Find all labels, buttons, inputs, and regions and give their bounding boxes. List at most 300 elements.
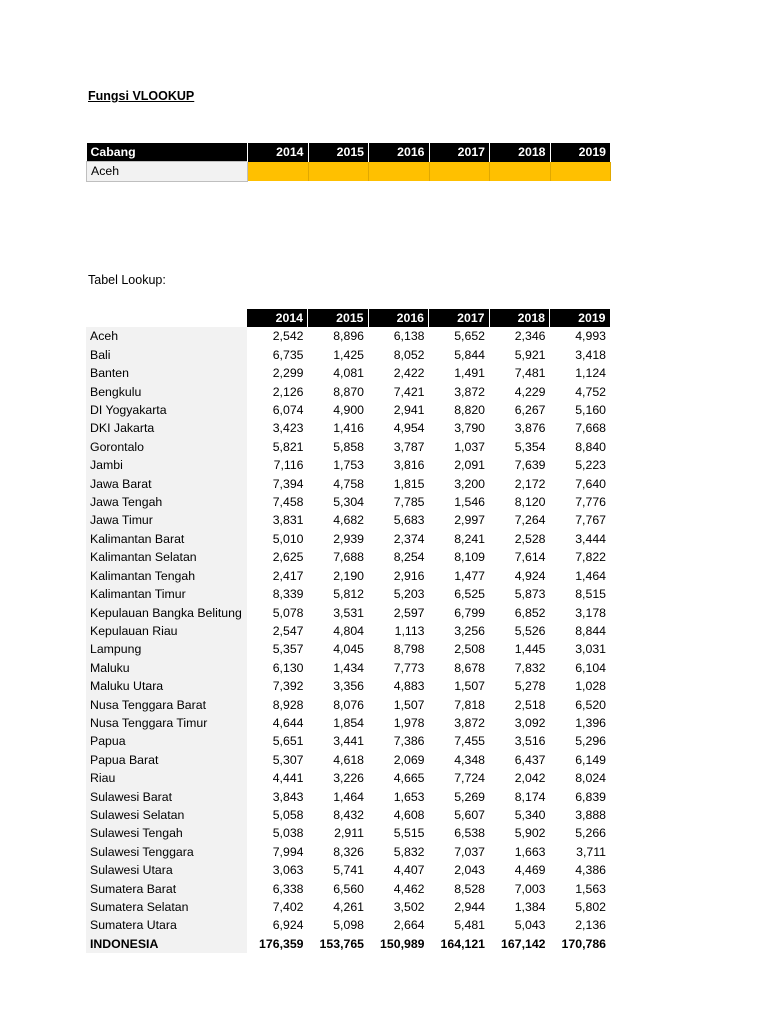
table-row	[86, 346, 610, 364]
value-cell[interactable]: 8,896	[308, 327, 369, 345]
value-cell[interactable]: 3,872	[429, 714, 490, 732]
value-cell[interactable]: 2,091	[429, 456, 490, 474]
vlookup-header-year[interactable]: 2015	[308, 143, 369, 162]
value-cell[interactable]: 1,124	[550, 364, 611, 382]
table-row	[86, 769, 610, 787]
vlookup-table	[86, 143, 611, 182]
value-cell[interactable]: 1,753	[308, 456, 369, 474]
lookup-header-year[interactable]: 2017	[429, 309, 490, 327]
value-cell[interactable]: 6,735	[247, 346, 308, 364]
value-cell[interactable]: 2,374	[368, 530, 429, 548]
vlookup-header-year[interactable]: 2019	[550, 143, 611, 162]
value-cell[interactable]: 8,120	[489, 493, 550, 511]
value-cell[interactable]: 2,597	[368, 604, 429, 622]
value-cell[interactable]: 7,116	[247, 456, 308, 474]
value-cell[interactable]: 8,241	[429, 530, 490, 548]
table-row	[86, 567, 610, 585]
value-cell[interactable]: 7,832	[489, 659, 550, 677]
value-cell[interactable]: 4,261	[308, 898, 369, 916]
value-cell[interactable]: 3,872	[429, 383, 490, 401]
value-cell[interactable]: 4,644	[247, 714, 308, 732]
value-cell[interactable]: 5,307	[247, 751, 308, 769]
vlookup-result-cell[interactable]	[490, 162, 551, 181]
value-cell[interactable]: 1,445	[489, 640, 550, 658]
value-cell[interactable]: 7,773	[368, 659, 429, 677]
table-row	[86, 401, 610, 419]
table-row	[86, 696, 610, 714]
province-name-cell[interactable]: Aceh	[86, 327, 247, 345]
vlookup-header-year[interactable]: 2017	[429, 143, 490, 162]
value-cell[interactable]: 1,815	[368, 475, 429, 493]
province-name-cell[interactable]: Papua	[86, 732, 247, 750]
province-name-cell[interactable]: Nusa Tenggara Timur	[86, 714, 247, 732]
value-cell[interactable]: 1,396	[550, 714, 611, 732]
value-cell[interactable]: 7,688	[308, 548, 369, 566]
table-row	[86, 364, 610, 382]
value-cell[interactable]: 8,515	[550, 585, 611, 603]
table-row	[86, 530, 610, 548]
value-cell[interactable]: 8,820	[429, 401, 490, 419]
value-cell[interactable]: 2,422	[368, 364, 429, 382]
value-cell[interactable]: 7,639	[489, 456, 550, 474]
value-cell[interactable]: 6,267	[489, 401, 550, 419]
province-name-cell[interactable]: Bali	[86, 346, 247, 364]
lookup-header-year[interactable]: 2014	[247, 309, 308, 327]
vlookup-header-year[interactable]: 2018	[490, 143, 551, 162]
value-cell[interactable]: 5,821	[247, 438, 308, 456]
value-cell[interactable]: 1,546	[429, 493, 490, 511]
value-cell[interactable]: 8,870	[308, 383, 369, 401]
value-cell[interactable]: 8,844	[550, 622, 611, 640]
total-value-cell[interactable]: 176,359	[247, 935, 308, 953]
total-value-cell[interactable]: 170,786	[550, 935, 611, 953]
value-cell[interactable]: 7,776	[550, 493, 611, 511]
value-cell[interactable]: 1,653	[368, 788, 429, 806]
value-cell[interactable]: 1,434	[308, 659, 369, 677]
value-cell[interactable]: 5,607	[429, 806, 490, 824]
value-cell[interactable]: 1,113	[368, 622, 429, 640]
value-cell[interactable]: 3,178	[550, 604, 611, 622]
value-cell[interactable]: 8,528	[429, 880, 490, 898]
table-row	[86, 714, 610, 732]
value-cell[interactable]: 2,625	[247, 548, 308, 566]
value-cell[interactable]: 4,682	[308, 511, 369, 529]
value-cell[interactable]: 3,816	[368, 456, 429, 474]
value-cell[interactable]: 7,724	[429, 769, 490, 787]
value-cell[interactable]: 5,858	[308, 438, 369, 456]
value-cell[interactable]: 5,269	[429, 788, 490, 806]
value-cell[interactable]: 6,338	[247, 880, 308, 898]
total-row	[86, 935, 610, 953]
value-cell[interactable]: 3,876	[489, 419, 550, 437]
value-cell[interactable]: 5,203	[368, 585, 429, 603]
total-value-cell[interactable]: 167,142	[489, 935, 550, 953]
table-row	[86, 622, 610, 640]
table-row	[86, 916, 610, 934]
province-name-cell[interactable]: Jawa Timur	[86, 511, 247, 529]
province-name-cell[interactable]: Maluku	[86, 659, 247, 677]
value-cell[interactable]: 3,888	[550, 806, 611, 824]
value-cell[interactable]: 5,651	[247, 732, 308, 750]
value-cell[interactable]: 7,264	[489, 511, 550, 529]
province-name-cell[interactable]: Sumatera Utara	[86, 916, 247, 934]
value-cell[interactable]: 8,339	[247, 585, 308, 603]
value-cell[interactable]: 5,160	[550, 401, 611, 419]
page-title: Fungsi VLOOKUP	[88, 89, 195, 103]
value-cell[interactable]: 6,074	[247, 401, 308, 419]
table-row	[86, 475, 610, 493]
value-cell[interactable]: 7,392	[247, 677, 308, 695]
value-cell[interactable]: 5,038	[247, 824, 308, 842]
value-cell[interactable]: 6,130	[247, 659, 308, 677]
value-cell[interactable]: 2,136	[550, 916, 611, 934]
value-cell[interactable]: 1,384	[489, 898, 550, 916]
province-name-cell[interactable]: Papua Barat	[86, 751, 247, 769]
value-cell[interactable]: 5,902	[489, 824, 550, 842]
value-cell[interactable]: 2,508	[429, 640, 490, 658]
lookup-body	[86, 327, 610, 934]
vlookup-result-cell[interactable]	[429, 162, 490, 181]
value-cell[interactable]: 7,386	[368, 732, 429, 750]
vlookup-input-row	[87, 162, 611, 181]
value-cell[interactable]: 1,416	[308, 419, 369, 437]
table-row	[86, 640, 610, 658]
value-cell[interactable]: 3,256	[429, 622, 490, 640]
value-cell[interactable]: 5,683	[368, 511, 429, 529]
value-cell[interactable]: 6,924	[247, 916, 308, 934]
lookup-header-year[interactable]: 2015	[308, 309, 369, 327]
province-name-cell[interactable]: Kalimantan Tengah	[86, 567, 247, 585]
table-row	[86, 511, 610, 529]
value-cell[interactable]: 3,356	[308, 677, 369, 695]
value-cell[interactable]: 2,997	[429, 511, 490, 529]
province-name-cell[interactable]: Sulawesi Selatan	[86, 806, 247, 824]
province-name-cell[interactable]: Kepulauan Bangka Belitung	[86, 604, 247, 622]
value-cell[interactable]: 1,477	[429, 567, 490, 585]
province-name-cell[interactable]: Sulawesi Tenggara	[86, 843, 247, 861]
lookup-header-year[interactable]: 2016	[368, 309, 429, 327]
value-cell[interactable]: 6,104	[550, 659, 611, 677]
value-cell[interactable]: 7,421	[368, 383, 429, 401]
table-row	[86, 438, 610, 456]
province-name-cell[interactable]: Sumatera Selatan	[86, 898, 247, 916]
value-cell[interactable]: 6,852	[489, 604, 550, 622]
value-cell[interactable]: 3,200	[429, 475, 490, 493]
value-cell[interactable]: 5,357	[247, 640, 308, 658]
value-cell[interactable]: 2,417	[247, 567, 308, 585]
lookup-table	[86, 309, 611, 953]
value-cell[interactable]: 8,678	[429, 659, 490, 677]
value-cell[interactable]: 5,223	[550, 456, 611, 474]
value-cell[interactable]: 1,507	[429, 677, 490, 695]
value-cell[interactable]: 7,822	[550, 548, 611, 566]
lookup-header-year[interactable]: 2019	[550, 309, 611, 327]
table-row	[86, 677, 610, 695]
value-cell[interactable]: 3,787	[368, 438, 429, 456]
value-cell[interactable]: 3,711	[550, 843, 611, 861]
value-cell[interactable]: 7,003	[489, 880, 550, 898]
value-cell[interactable]: 2,299	[247, 364, 308, 382]
lookup-header-row	[86, 309, 610, 327]
value-cell[interactable]: 4,924	[489, 567, 550, 585]
value-cell[interactable]: 5,010	[247, 530, 308, 548]
value-cell[interactable]: 1,425	[308, 346, 369, 364]
value-cell[interactable]: 5,078	[247, 604, 308, 622]
value-cell[interactable]: 7,481	[489, 364, 550, 382]
value-cell[interactable]: 4,462	[368, 880, 429, 898]
value-cell[interactable]: 5,266	[550, 824, 611, 842]
value-cell[interactable]: 3,531	[308, 604, 369, 622]
value-cell[interactable]: 4,229	[489, 383, 550, 401]
value-cell[interactable]: 2,518	[489, 696, 550, 714]
value-cell[interactable]: 2,547	[247, 622, 308, 640]
table-row	[86, 604, 610, 622]
value-cell[interactable]: 7,767	[550, 511, 611, 529]
value-cell[interactable]: 3,441	[308, 732, 369, 750]
value-cell[interactable]: 4,469	[489, 861, 550, 879]
value-cell[interactable]: 1,663	[489, 843, 550, 861]
value-cell[interactable]: 7,785	[368, 493, 429, 511]
value-cell[interactable]: 4,386	[550, 861, 611, 879]
value-cell[interactable]: 5,278	[489, 677, 550, 695]
value-cell[interactable]: 8,928	[247, 696, 308, 714]
table-row	[86, 751, 610, 769]
value-cell[interactable]: 8,076	[308, 696, 369, 714]
value-cell[interactable]: 5,812	[308, 585, 369, 603]
lookup-header-blank[interactable]	[86, 309, 247, 327]
value-cell[interactable]: 6,525	[429, 585, 490, 603]
table-row	[86, 327, 610, 345]
value-cell[interactable]: 2,069	[368, 751, 429, 769]
table-row	[86, 861, 610, 879]
value-cell[interactable]: 7,668	[550, 419, 611, 437]
value-cell[interactable]: 4,954	[368, 419, 429, 437]
value-cell[interactable]: 8,840	[550, 438, 611, 456]
value-cell[interactable]: 7,818	[429, 696, 490, 714]
value-cell[interactable]: 8,024	[550, 769, 611, 787]
province-name-cell[interactable]: Kalimantan Selatan	[86, 548, 247, 566]
value-cell[interactable]: 1,978	[368, 714, 429, 732]
value-cell[interactable]: 1,491	[429, 364, 490, 382]
value-cell[interactable]: 5,802	[550, 898, 611, 916]
province-name-cell[interactable]: Sulawesi Tengah	[86, 824, 247, 842]
value-cell[interactable]: 7,394	[247, 475, 308, 493]
table-row	[86, 659, 610, 677]
value-cell[interactable]: 2,190	[308, 567, 369, 585]
value-cell[interactable]: 5,296	[550, 732, 611, 750]
value-cell[interactable]: 6,437	[489, 751, 550, 769]
value-cell[interactable]: 2,126	[247, 383, 308, 401]
value-cell[interactable]: 3,516	[489, 732, 550, 750]
vlookup-header-cabang[interactable]: Cabang	[87, 143, 248, 162]
value-cell[interactable]: 5,526	[489, 622, 550, 640]
vlookup-result-cell[interactable]	[369, 162, 430, 181]
value-cell[interactable]: 2,528	[489, 530, 550, 548]
value-cell[interactable]: 7,455	[429, 732, 490, 750]
value-cell[interactable]: 7,037	[429, 843, 490, 861]
value-cell[interactable]: 4,407	[368, 861, 429, 879]
value-cell[interactable]: 7,458	[247, 493, 308, 511]
value-cell[interactable]: 6,138	[368, 327, 429, 345]
value-cell[interactable]: 3,423	[247, 419, 308, 437]
value-cell[interactable]: 6,520	[550, 696, 611, 714]
value-cell[interactable]: 2,346	[489, 327, 550, 345]
table-row	[86, 732, 610, 750]
total-value-cell[interactable]: 164,121	[429, 935, 490, 953]
value-cell[interactable]: 7,614	[489, 548, 550, 566]
value-cell[interactable]: 4,665	[368, 769, 429, 787]
value-cell[interactable]: 5,340	[489, 806, 550, 824]
province-name-cell[interactable]: Kalimantan Barat	[86, 530, 247, 548]
value-cell[interactable]: 2,911	[308, 824, 369, 842]
value-cell[interactable]: 2,664	[368, 916, 429, 934]
value-cell[interactable]: 3,843	[247, 788, 308, 806]
table-row	[86, 788, 610, 806]
province-name-cell[interactable]: DI Yogyakarta	[86, 401, 247, 419]
vlookup-header-row	[87, 143, 611, 162]
value-cell[interactable]: 8,109	[429, 548, 490, 566]
value-cell[interactable]: 4,441	[247, 769, 308, 787]
value-cell[interactable]: 2,916	[368, 567, 429, 585]
value-cell[interactable]: 3,092	[489, 714, 550, 732]
total-value-cell[interactable]: 153,765	[308, 935, 369, 953]
province-name-cell[interactable]: Riau	[86, 769, 247, 787]
table-row	[86, 383, 610, 401]
vlookup-header-year[interactable]: 2016	[369, 143, 430, 162]
province-name-cell[interactable]: Maluku Utara	[86, 677, 247, 695]
value-cell[interactable]: 4,618	[308, 751, 369, 769]
value-cell[interactable]: 4,900	[308, 401, 369, 419]
value-cell[interactable]: 2,042	[489, 769, 550, 787]
value-cell[interactable]: 1,507	[368, 696, 429, 714]
value-cell[interactable]: 3,831	[247, 511, 308, 529]
province-name-cell[interactable]: DKI Jakarta	[86, 419, 247, 437]
value-cell[interactable]: 5,043	[489, 916, 550, 934]
province-name-cell[interactable]: Jawa Tengah	[86, 493, 247, 511]
value-cell[interactable]: 6,538	[429, 824, 490, 842]
value-cell[interactable]: 8,798	[368, 640, 429, 658]
value-cell[interactable]: 8,174	[489, 788, 550, 806]
table-row	[86, 548, 610, 566]
province-name-cell[interactable]: Sulawesi Utara	[86, 861, 247, 879]
value-cell[interactable]: 5,058	[247, 806, 308, 824]
table-row	[86, 824, 610, 842]
table-row	[86, 843, 610, 861]
province-name-cell[interactable]: Kalimantan Timur	[86, 585, 247, 603]
value-cell[interactable]: 1,028	[550, 677, 611, 695]
province-name-cell[interactable]: Sulawesi Barat	[86, 788, 247, 806]
value-cell[interactable]: 7,994	[247, 843, 308, 861]
table-row	[86, 898, 610, 916]
value-cell[interactable]: 5,741	[308, 861, 369, 879]
value-cell[interactable]: 8,326	[308, 843, 369, 861]
table-row	[86, 585, 610, 603]
value-cell[interactable]: 6,799	[429, 604, 490, 622]
value-cell[interactable]: 3,418	[550, 346, 611, 364]
value-cell[interactable]: 2,043	[429, 861, 490, 879]
table-row	[86, 880, 610, 898]
value-cell[interactable]: 1,464	[550, 567, 611, 585]
value-cell[interactable]: 8,432	[308, 806, 369, 824]
value-cell[interactable]: 6,560	[308, 880, 369, 898]
value-cell[interactable]: 4,993	[550, 327, 611, 345]
value-cell[interactable]: 2,542	[247, 327, 308, 345]
vlookup-result-cell[interactable]	[308, 162, 369, 181]
value-cell[interactable]: 1,464	[308, 788, 369, 806]
total-value-cell[interactable]: 150,989	[368, 935, 429, 953]
table-row	[86, 456, 610, 474]
value-cell[interactable]: 2,944	[429, 898, 490, 916]
value-cell[interactable]: 4,752	[550, 383, 611, 401]
table-row	[86, 493, 610, 511]
province-name-cell[interactable]: Bengkulu	[86, 383, 247, 401]
value-cell[interactable]: 2,941	[368, 401, 429, 419]
value-cell[interactable]: 5,873	[489, 585, 550, 603]
value-cell[interactable]: 8,052	[368, 346, 429, 364]
province-name-cell[interactable]: Jawa Barat	[86, 475, 247, 493]
vlookup-header-year[interactable]: 2014	[248, 143, 309, 162]
value-cell[interactable]: 4,045	[308, 640, 369, 658]
value-cell[interactable]: 7,402	[247, 898, 308, 916]
value-cell[interactable]: 4,883	[368, 677, 429, 695]
value-cell[interactable]: 4,081	[308, 364, 369, 382]
value-cell[interactable]: 5,652	[429, 327, 490, 345]
value-cell[interactable]: 5,921	[489, 346, 550, 364]
value-cell[interactable]: 5,481	[429, 916, 490, 934]
value-cell[interactable]: 5,832	[368, 843, 429, 861]
value-cell[interactable]: 1,037	[429, 438, 490, 456]
value-cell[interactable]: 4,804	[308, 622, 369, 640]
value-cell[interactable]: 3,444	[550, 530, 611, 548]
value-cell[interactable]: 5,515	[368, 824, 429, 842]
vlookup-selected-cabang-cell[interactable]: Aceh	[87, 162, 248, 181]
table-row	[86, 419, 610, 437]
value-cell[interactable]: 3,063	[247, 861, 308, 879]
province-name-cell[interactable]: Banten	[86, 364, 247, 382]
value-cell[interactable]: 3,031	[550, 640, 611, 658]
province-name-cell[interactable]: Nusa Tenggara Barat	[86, 696, 247, 714]
value-cell[interactable]: 3,502	[368, 898, 429, 916]
value-cell[interactable]: 6,839	[550, 788, 611, 806]
value-cell[interactable]: 4,758	[308, 475, 369, 493]
lookup-header-year[interactable]: 2018	[489, 309, 550, 327]
value-cell[interactable]: 5,304	[308, 493, 369, 511]
value-cell[interactable]: 2,939	[308, 530, 369, 548]
value-cell[interactable]: 2,172	[489, 475, 550, 493]
province-name-cell[interactable]: Sumatera Barat	[86, 880, 247, 898]
value-cell[interactable]: 1,563	[550, 880, 611, 898]
value-cell[interactable]: 5,354	[489, 438, 550, 456]
vlookup-result-cell[interactable]	[550, 162, 611, 181]
value-cell[interactable]: 4,348	[429, 751, 490, 769]
lookup-table-label: Tabel Lookup:	[88, 273, 166, 287]
value-cell[interactable]: 3,226	[308, 769, 369, 787]
value-cell[interactable]: 8,254	[368, 548, 429, 566]
vlookup-result-cell[interactable]	[248, 162, 309, 181]
value-cell[interactable]: 5,844	[429, 346, 490, 364]
value-cell[interactable]: 5,098	[308, 916, 369, 934]
value-cell[interactable]: 6,149	[550, 751, 611, 769]
province-name-cell[interactable]: Lampung	[86, 640, 247, 658]
province-name-cell[interactable]: Jambi	[86, 456, 247, 474]
province-name-cell[interactable]: Gorontalo	[86, 438, 247, 456]
value-cell[interactable]: 4,608	[368, 806, 429, 824]
value-cell[interactable]: 7,640	[550, 475, 611, 493]
province-name-cell[interactable]: Kepulauan Riau	[86, 622, 247, 640]
value-cell[interactable]: 3,790	[429, 419, 490, 437]
total-label-cell[interactable]: INDONESIA	[86, 935, 247, 953]
value-cell[interactable]: 1,854	[308, 714, 369, 732]
